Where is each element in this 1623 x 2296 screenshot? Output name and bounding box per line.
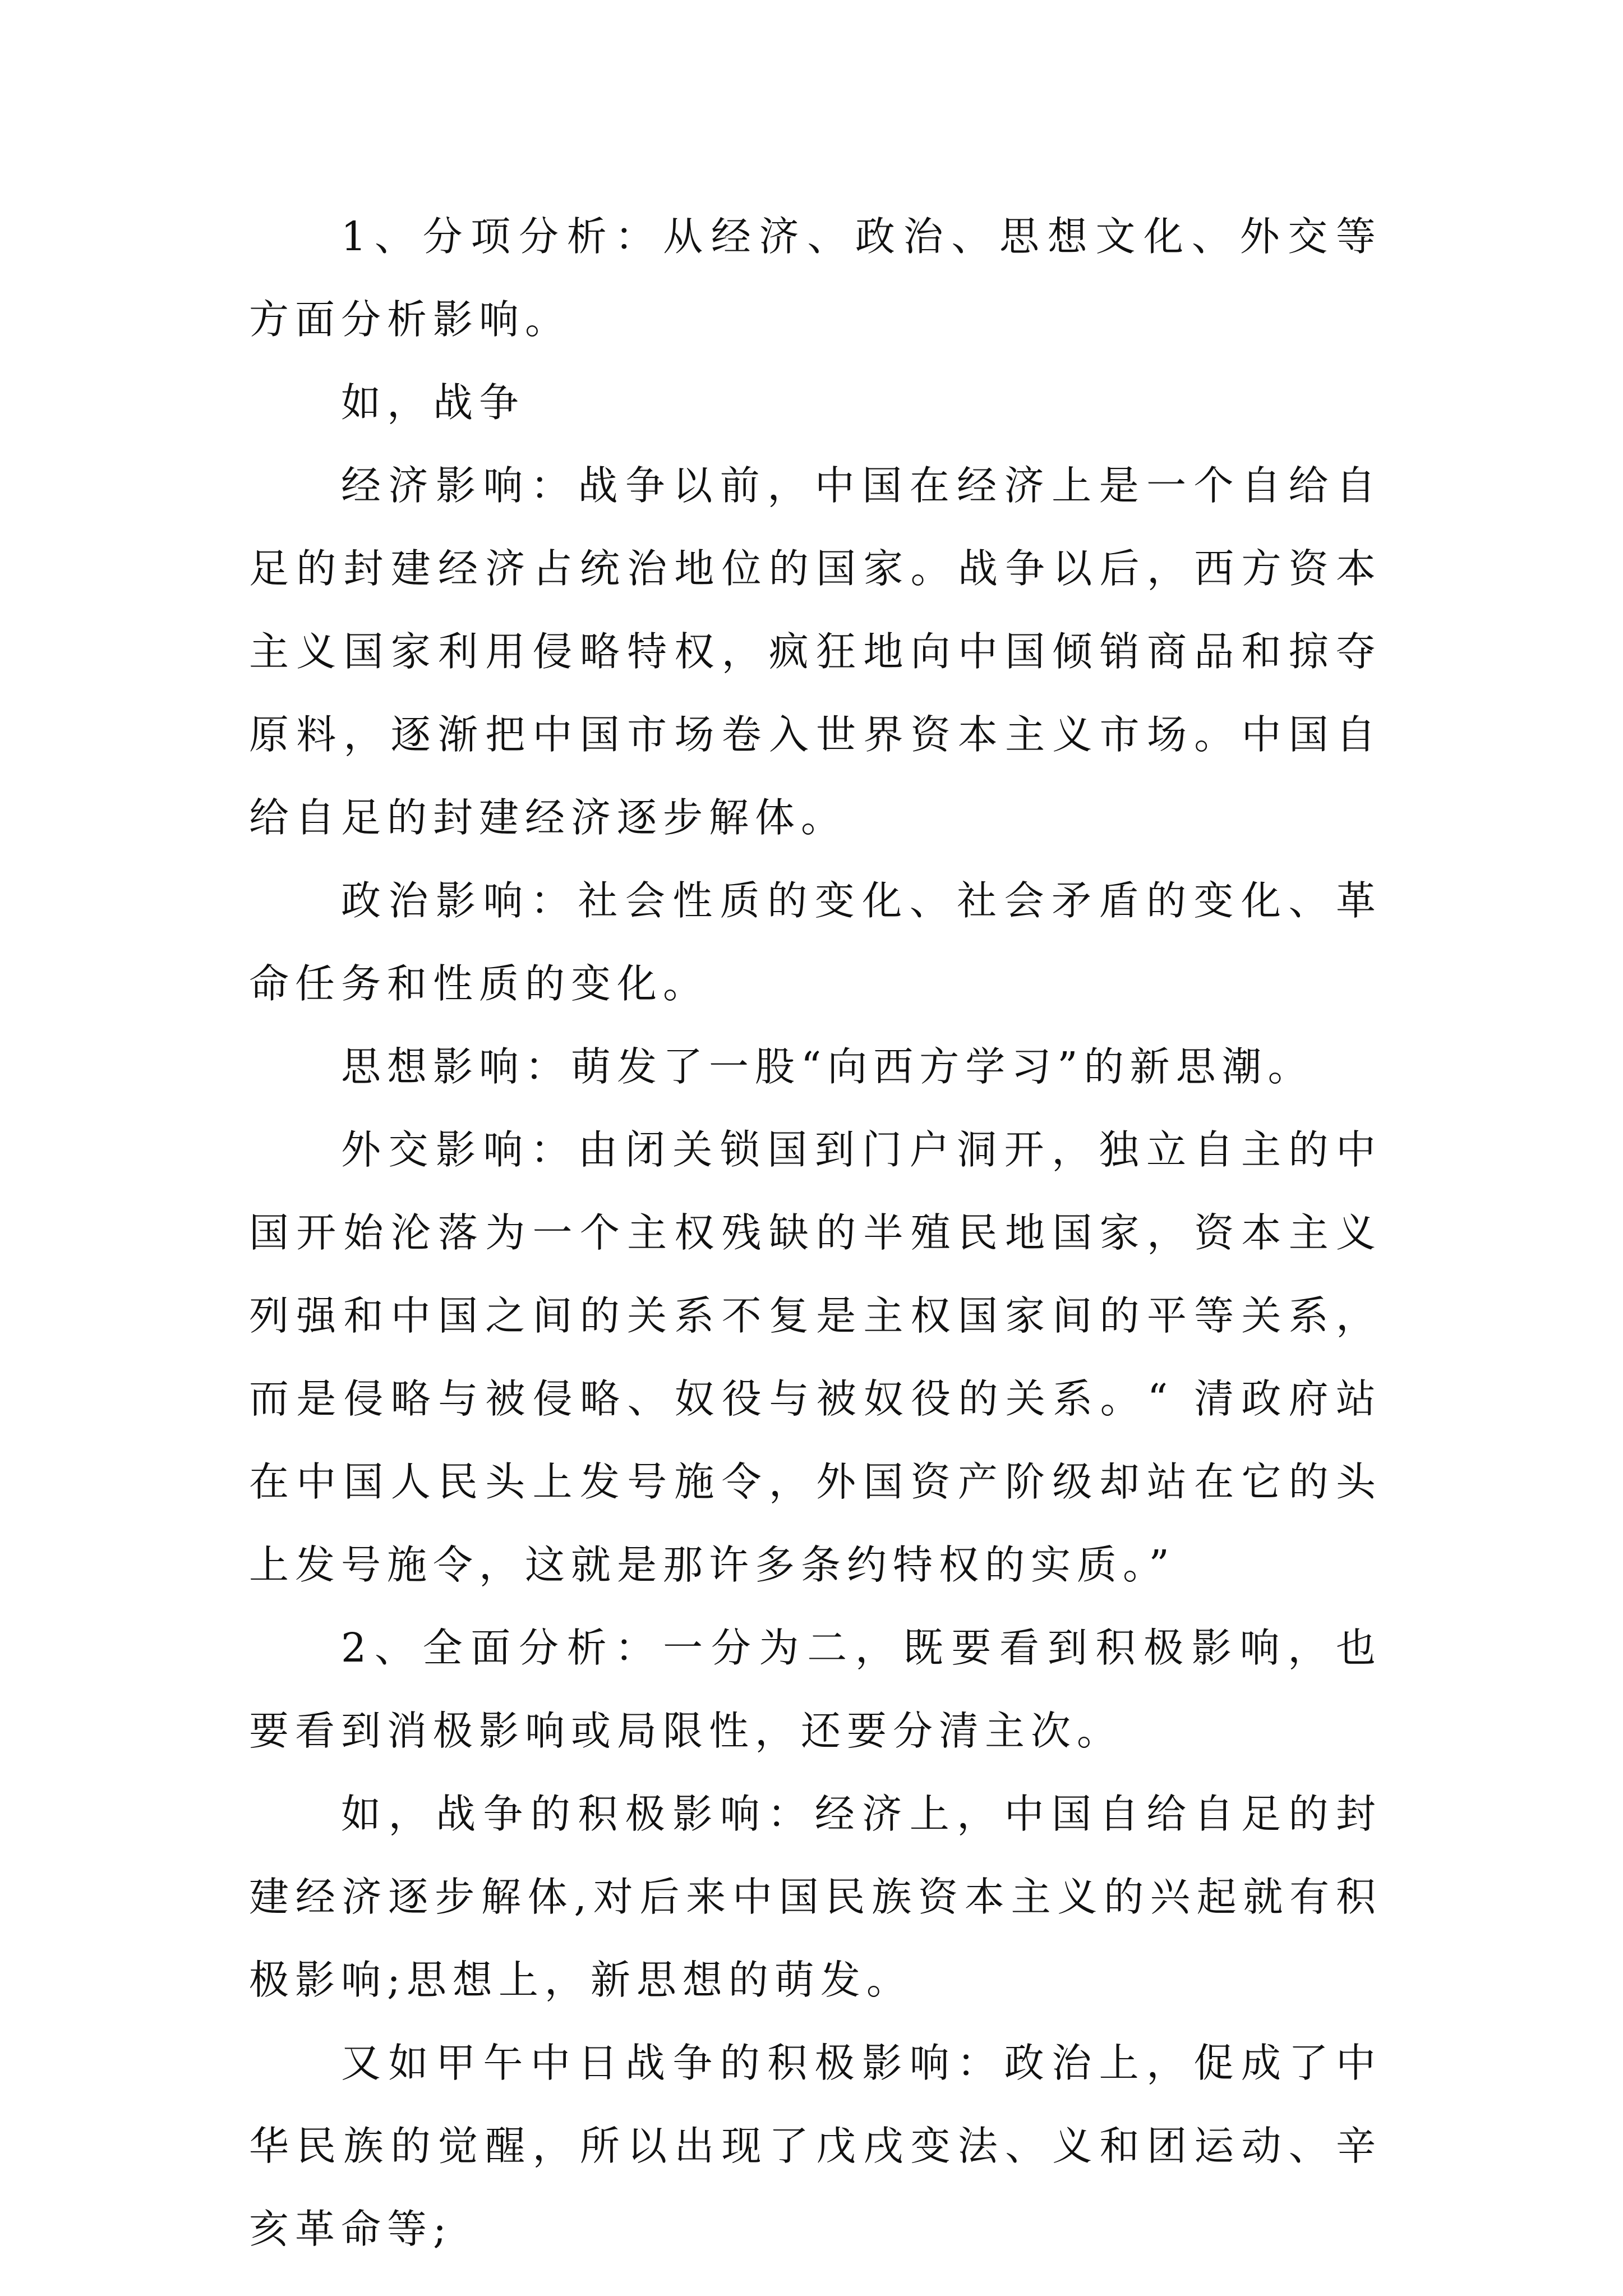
paragraph-diplomatic-impact: 外交影响：由闭关锁国到门户洞开，独立自主的中国开始沦落为一个主权残缺的半殖民地国家，资本主义列强和中国之间的关系不复是主权国家间的平等关系，而是侵略与被侵略、奴役与被奴役的关系。“ 清政府站在中国人民头上发号施令，外国资产阶级却站在它的头上发号施令，这就是那许多条约特权的实质。” — [249, 1126, 1382, 1588]
paragraph-positive-impact-war: 如，战争的积极影响：经济上，中国自给自足的封建经济逐步解体,对后来中国民族资本主义的兴起就有积极影响;思想上，新思想的萌发。 — [249, 1791, 1382, 2003]
paragraph-itemized-analysis: 1、分项分析：从经济、政治、思想文化、外交等方面分析影响。 — [249, 213, 1382, 343]
paragraph-comprehensive-analysis: 2、全面分析：一分为二，既要看到积极影响，也要看到消极影响或局限性，还要分清主次。 — [249, 1625, 1382, 1754]
paragraph-political-impact: 政治影响：社会性质的变化、社会矛盾的变化、革命任务和性质的变化。 — [249, 877, 1382, 1007]
paragraph-positive-impact-sino-japanese-war: 又如甲午中日战争的积极影响：政治上，促成了中华民族的觉醒，所以出现了戊戌变法、义和团运动、辛亥革命等; — [249, 2040, 1382, 2252]
document-body — [249, 195, 1382, 2271]
paragraph-economic-impact: 经济影响：战争以前，中国在经济上是一个自给自足的封建经济占统治地位的国家。战争以后，西方资本主义国家利用侵略特权，疯狂地向中国倾销商品和掠夺原料，逐渐把中国市场卷入世界资本主义市场。中国自给自足的封建经济逐步解体。 — [249, 462, 1382, 841]
paragraph-example-war: 如，战争 — [341, 379, 525, 426]
paragraph-ideological-impact: 思想影响：萌发了一股“向西方学习”的新思潮。 — [341, 1043, 1314, 1090]
